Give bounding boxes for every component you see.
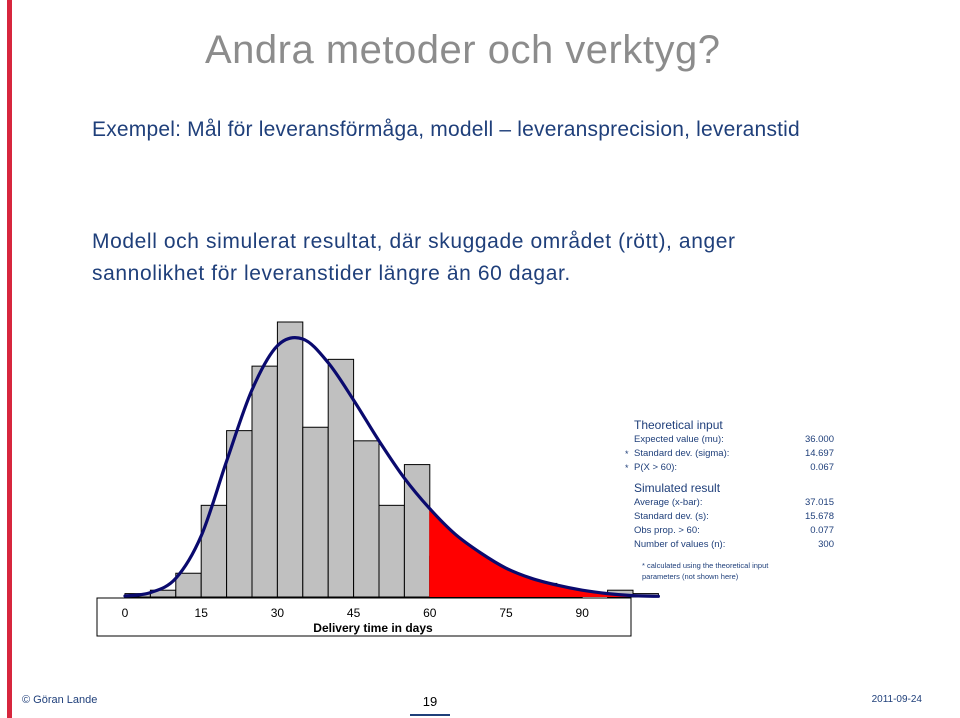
footnote-line-2: parameters (not shown here) [642,572,739,581]
histogram-bar [354,441,379,597]
footer-copyright: © Göran Lande [22,694,98,706]
footnote-line-1: * calculated using the theoretical input [642,561,769,570]
info-panel [625,418,834,582]
theoretical-label: P(X > 60): [634,462,678,473]
page-number: 19 [410,688,450,716]
body-line-1: Modell och simulerat resultat, där skuggade området (rött), anger [92,230,736,253]
simulated-row [634,538,834,552]
theoretical-heading: Theoretical input [634,418,723,432]
x-tick-label: 30 [270,606,285,620]
simulated-label: Average (x-bar): [634,497,703,508]
histogram-bar [252,366,277,597]
histogram-bar [176,573,201,597]
simulated-row [634,510,834,524]
x-tick-label: 75 [499,606,513,620]
theoretical-row [634,433,834,447]
histogram-bar [303,427,328,597]
simulated-row [634,496,834,510]
footnote [642,560,834,582]
footer-date: 2011-09-24 [871,694,922,705]
simulated-value: 37.015 [804,497,834,508]
x-axis-label: Delivery time in days [313,621,433,635]
asterisk-marker: * [625,463,629,473]
theoretical-row [625,447,834,461]
simulated-value: 300 [818,539,834,550]
x-tick-label: 90 [575,606,589,620]
simulated-label: Standard dev. (s): [634,511,709,522]
theoretical-value: 0.067 [810,462,834,473]
simulated-label: Obs prop. > 60: [634,525,700,536]
simulated-value: 15.678 [804,511,834,522]
simulated-value: 0.077 [810,525,834,536]
histogram-bar [277,322,302,597]
shaded-tail-region [430,509,659,597]
x-tick-label: 60 [423,606,437,620]
body-line-2: sannolikhet för leveranstider längre än 60 dagar. [92,262,571,285]
theoretical-label: Standard dev. (sigma): [634,448,730,459]
x-tick-label: 0 [121,606,129,620]
histogram-bar [227,431,252,597]
simulated-rows [634,496,834,552]
slide-subtitle: Exempel: Mål för leveransförmåga, modell – leveransprecision, leveranstid [92,118,800,141]
theoretical-rows [625,433,834,475]
x-tick-label: 45 [346,606,361,620]
x-tick-label: 15 [194,606,208,620]
theoretical-row [625,461,834,475]
simulated-label: Number of values (n): [634,539,726,550]
simulated-row [634,524,834,538]
histogram-bar [201,505,226,597]
simulated-heading: Simulated result [634,481,721,495]
theoretical-label: Expected value (mu): [634,434,724,445]
slide-title: Andra metoder och verktyg? [205,28,721,72]
asterisk-marker: * [625,449,629,459]
theoretical-value: 36.000 [804,434,834,445]
theoretical-value: 14.697 [804,448,834,459]
histogram-bar [379,505,404,597]
